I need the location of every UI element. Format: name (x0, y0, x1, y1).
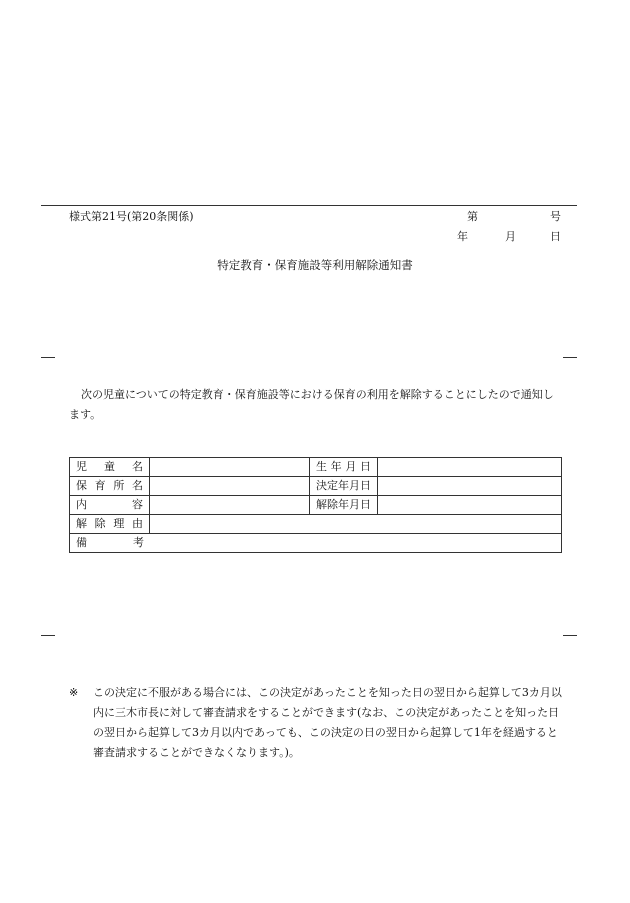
body-text: 次の児童についての特定教育・保育施設等における保育の利用を解除することにしたので通知します。 (69, 388, 554, 421)
facility-label: 保育所名 (70, 477, 150, 496)
margin-mark-right-lower (563, 635, 577, 636)
note-text: この決定に不服がある場合には、この決定があったことを知った日の翌日から起算して3カ月以内に三木市長に対して審査請求をすることができます(なお、この決定があったことを知った日の翌日から起算して3カ月以内であっても、この決定の日の翌日から起算して1年を経過すると審査請求することができなくなります。)。 (93, 686, 562, 759)
release-reason-field[interactable] (150, 515, 562, 534)
decision-date-field[interactable] (378, 477, 562, 496)
remarks-field[interactable] (70, 534, 562, 553)
table-row (70, 534, 562, 553)
decision-date-label: 決定年月日 (310, 477, 378, 496)
doc-number-prefix: 第 (467, 210, 478, 223)
date-day: 日 (550, 230, 561, 243)
date-month: 月 (505, 230, 516, 243)
remarks-label: 備考 (76, 536, 144, 549)
release-date-label: 解除年月日 (310, 496, 378, 515)
margin-mark-left-lower (41, 635, 55, 636)
note-mark: ※ (69, 686, 79, 699)
margin-mark-right-upper (563, 357, 577, 358)
facility-field[interactable] (150, 477, 310, 496)
child-name-label: 児童名 (70, 458, 150, 477)
table-row (70, 515, 562, 534)
table-row (70, 477, 562, 496)
child-name-field[interactable] (150, 458, 310, 477)
appeal-note (69, 683, 563, 763)
release-reason-label: 解除理由 (70, 515, 150, 534)
release-date-field[interactable] (378, 496, 562, 515)
form-number: 様式第21号(第20条関係) (69, 210, 194, 223)
doc-number-suffix: 号 (550, 210, 561, 223)
document-title: 特定教育・保育施設等利用解除通知書 (217, 258, 413, 272)
notice-form-table (69, 457, 562, 553)
birth-date-label: 生年月日 (310, 458, 378, 477)
content-field[interactable] (150, 496, 310, 515)
margin-mark-left-upper (41, 357, 55, 358)
birth-date-field[interactable] (378, 458, 562, 477)
table-row (70, 496, 562, 515)
top-rule (41, 205, 577, 206)
content-label: 内容 (70, 496, 150, 515)
date-year: 年 (457, 230, 468, 243)
table-row (70, 458, 562, 477)
